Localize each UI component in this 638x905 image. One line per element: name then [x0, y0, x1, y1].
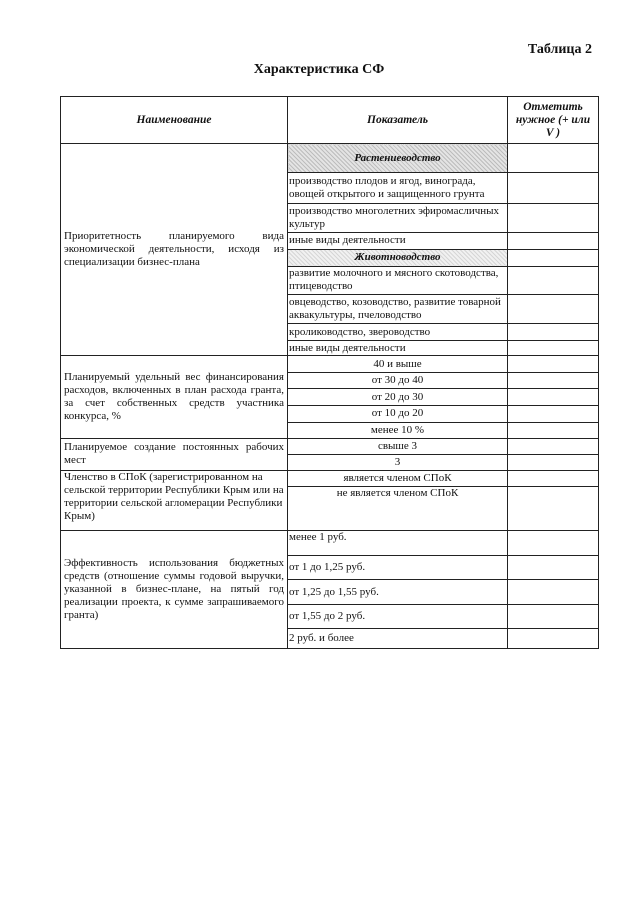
- indicator-cell: иные виды деятельности: [288, 341, 508, 356]
- mark-cell[interactable]: [508, 373, 599, 389]
- mark-cell[interactable]: [508, 556, 599, 580]
- indicator-cell: не является членом СПоК: [288, 486, 508, 530]
- mark-cell[interactable]: [508, 604, 599, 628]
- header-name: Наименование: [61, 97, 288, 144]
- indicator-cell: менее 1 руб.: [288, 531, 508, 556]
- header-mark: Отметить нужное (+ или V ): [508, 97, 599, 144]
- mark-cell[interactable]: [508, 438, 599, 454]
- indicator-cell: от 30 до 40: [288, 373, 508, 389]
- mark-cell[interactable]: [508, 249, 599, 266]
- mark-cell[interactable]: [508, 341, 599, 356]
- mark-cell[interactable]: [508, 203, 599, 232]
- indicator-cell: производство многолетних эфиромасличных культур: [288, 203, 508, 232]
- indicator-cell: от 20 до 30: [288, 389, 508, 405]
- table-row: [61, 144, 599, 173]
- group-name-cofinancing: Планируемый удельный вес финансирования расходов, включенных в план расхода гранта, за счет собственных средств участника конкурса, %: [61, 356, 288, 438]
- mark-cell[interactable]: [508, 454, 599, 470]
- group-name-priority: Приоритетность планируемого вида экономической деятельности, исходя из специализации бизнес-плана: [61, 144, 288, 356]
- group-name-jobs: Планируемое создание постоянных рабочих мест: [61, 438, 288, 470]
- group-name-cooperative: Членство в СПоК (зарегистрированном на сельской территории Республики Крым или на территории сельской агломерации Республики Крым): [61, 470, 288, 530]
- indicator-cell: менее 10 %: [288, 422, 508, 438]
- indicator-cell: является членом СПоК: [288, 470, 508, 486]
- mark-cell[interactable]: [508, 266, 599, 294]
- document-title: Характеристика СФ: [253, 62, 385, 77]
- mark-cell[interactable]: [508, 422, 599, 438]
- section-header-crop: Растениеводство: [288, 144, 508, 173]
- indicator-cell: производство плодов и ягод, винограда, овощей открытого и защищенного грунта: [288, 173, 508, 203]
- mark-cell[interactable]: [508, 580, 599, 604]
- indicator-cell: от 1 до 1,25 руб.: [288, 556, 508, 580]
- group-name-efficiency: Эффективность использования бюджетных средств (отношение суммы годовой выручки, указанной в бизнес-плане, на пятый год реализации проекта, к сумме запрашиваемого гранта): [61, 531, 288, 649]
- mark-cell[interactable]: [508, 405, 599, 422]
- header-indicator: Показатель: [288, 97, 508, 144]
- section-header-livestock: Животноводство: [288, 249, 508, 266]
- table-number-label: Таблица 2: [527, 42, 592, 57]
- table-row: [61, 438, 599, 454]
- indicator-cell: овцеводство, козоводство, развитие товарной аквакультуры, пчеловодство: [288, 295, 508, 324]
- indicator-cell: 2 руб. и более: [288, 628, 508, 648]
- mark-cell[interactable]: [508, 324, 599, 341]
- mark-cell[interactable]: [508, 144, 599, 173]
- mark-cell[interactable]: [508, 295, 599, 324]
- table-row: [61, 356, 599, 373]
- mark-cell[interactable]: [508, 470, 599, 486]
- mark-cell[interactable]: [508, 356, 599, 373]
- table-row: [61, 531, 599, 556]
- mark-cell[interactable]: [508, 531, 599, 556]
- mark-cell[interactable]: [508, 232, 599, 249]
- header-row: [61, 97, 599, 144]
- characteristics-table: [60, 96, 599, 649]
- mark-cell[interactable]: [508, 173, 599, 203]
- indicator-cell: от 1,55 до 2 руб.: [288, 604, 508, 628]
- indicator-cell: 3: [288, 454, 508, 470]
- mark-cell[interactable]: [508, 486, 599, 530]
- indicator-cell: кролиководство, звероводство: [288, 324, 508, 341]
- indicator-cell: свыше 3: [288, 438, 508, 454]
- mark-cell[interactable]: [508, 389, 599, 405]
- indicator-cell: развитие молочного и мясного скотоводства, птицеводство: [288, 266, 508, 294]
- indicator-cell: от 10 до 20: [288, 405, 508, 422]
- mark-cell[interactable]: [508, 628, 599, 648]
- indicator-cell: иные виды деятельности: [288, 232, 508, 249]
- indicator-cell: 40 и выше: [288, 356, 508, 373]
- indicator-cell: от 1,25 до 1,55 руб.: [288, 580, 508, 604]
- table-row: [61, 470, 599, 486]
